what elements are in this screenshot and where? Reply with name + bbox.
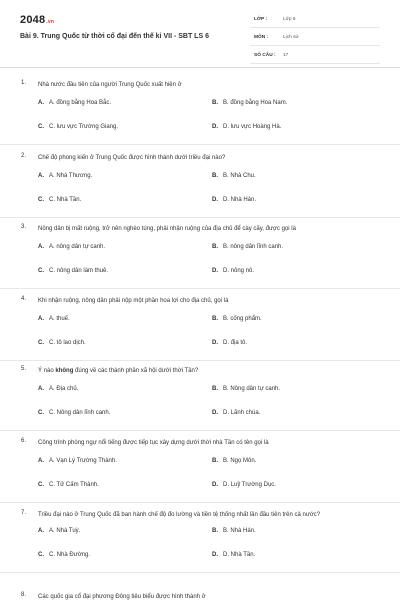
option-a[interactable]: A. A. nông dân tự canh. bbox=[38, 244, 106, 250]
question-text: Nhà nước đầu tiên của người Trung Quốc xuất hiện ở bbox=[38, 82, 182, 88]
meta-label: SỐ CÂU : bbox=[254, 53, 276, 58]
meta-value: Lớp 6 bbox=[283, 17, 296, 22]
question-text: Công trình phòng ngự nổi tiếng được tiếp tục xây dựng dưới thời nhà Tần có tên gọi là bbox=[38, 440, 269, 446]
option-a[interactable]: A. A. Nhà Thương. bbox=[38, 173, 93, 179]
question-text: Khi nhận ruộng, nông dân phải nộp một phần hoa lợi cho địa chủ, gọi là bbox=[38, 298, 229, 304]
meta-label: LỚP : bbox=[254, 17, 268, 22]
option-c[interactable]: C. C. Nhà Tần. bbox=[38, 197, 82, 203]
question-number: 4. bbox=[21, 296, 27, 302]
option-list bbox=[0, 98, 400, 144]
question-text: Nông dân bị mất ruộng, trở nên nghèo túng, phải nhận ruộng của địa chủ để cày cấy, được gọi là bbox=[38, 226, 296, 232]
option-list bbox=[0, 171, 400, 217]
question-divider bbox=[0, 502, 400, 503]
option-d[interactable]: D. D. Nhà Hán. bbox=[212, 197, 257, 203]
meta-value: Lịch sử bbox=[283, 35, 299, 40]
option-b[interactable]: B. B. Nhà Chu. bbox=[212, 173, 256, 179]
question-text: Triều đại nào ở Trung Quốc đã ban hành chế độ đo lường và tiền tệ thống nhất lần đầu tiên trên cả nước? bbox=[38, 512, 321, 518]
question-2 bbox=[0, 153, 400, 226]
question-3 bbox=[0, 224, 400, 297]
option-c[interactable]: C. C. lưu vực Trường Giang. bbox=[38, 124, 119, 130]
option-list bbox=[0, 526, 400, 572]
option-b[interactable]: B. B. Ngọ Môn. bbox=[212, 458, 257, 464]
question-number: 1. bbox=[21, 80, 27, 86]
question-divider bbox=[0, 430, 400, 431]
question-text: Các quốc gia cổ đại phương Đông tiêu biểu được hình thành ở bbox=[38, 594, 206, 600]
question-4 bbox=[0, 296, 400, 369]
question-stem bbox=[0, 296, 400, 306]
site-logo[interactable]: 2048.vn bbox=[20, 14, 55, 26]
option-d[interactable]: D. D. Luỹ Trường Dục. bbox=[212, 482, 276, 488]
question-1 bbox=[0, 80, 400, 153]
meta-value: 17 bbox=[283, 53, 289, 58]
meta-row-subject bbox=[250, 32, 380, 46]
option-list bbox=[0, 456, 400, 502]
question-stem bbox=[0, 366, 400, 376]
option-d[interactable]: D. D. địa tô. bbox=[212, 340, 248, 346]
option-a[interactable]: A. A. thuế. bbox=[38, 316, 70, 322]
question-stem bbox=[0, 224, 400, 234]
question-8 bbox=[0, 592, 400, 600]
option-d[interactable]: D. D. Nhà Tần. bbox=[212, 552, 256, 558]
question-divider bbox=[0, 572, 400, 573]
option-b[interactable]: B. B. Nhà Hán. bbox=[212, 528, 256, 534]
page-title: Bài 9. Trung Quốc từ thời cổ đại đến thế kỉ VII - SBT LS 6 bbox=[20, 33, 209, 40]
option-a[interactable]: A. A. Nhà Tuỳ. bbox=[38, 528, 81, 534]
option-d[interactable]: D. D. nông nô. bbox=[212, 268, 255, 274]
question-divider bbox=[0, 217, 400, 218]
option-c[interactable]: C. C. Tử Cấm Thành. bbox=[38, 482, 99, 488]
question-5 bbox=[0, 366, 400, 439]
option-list bbox=[0, 314, 400, 360]
option-b[interactable]: B. B. cống phẩm. bbox=[212, 316, 262, 322]
question-divider bbox=[0, 360, 400, 361]
question-6 bbox=[0, 438, 400, 511]
question-number: 5. bbox=[21, 366, 27, 372]
question-divider bbox=[0, 144, 400, 145]
option-c[interactable]: C. C. tô lao dịch. bbox=[38, 340, 86, 346]
question-divider bbox=[0, 288, 400, 289]
option-d[interactable]: D. D. lưu vực Hoàng Hà. bbox=[212, 124, 282, 130]
option-c[interactable]: C. C. Nông dân lĩnh canh. bbox=[38, 410, 111, 416]
option-b[interactable]: B. B. nông dân lĩnh canh. bbox=[212, 244, 284, 250]
question-number: 7. bbox=[21, 510, 27, 516]
question-stem bbox=[0, 153, 400, 163]
question-stem bbox=[0, 80, 400, 90]
meta-row-count bbox=[250, 50, 380, 64]
question-number: 6. bbox=[21, 438, 27, 444]
exam-meta bbox=[250, 14, 380, 68]
option-c[interactable]: C. C. nông dân làm thuê. bbox=[38, 268, 109, 274]
option-a[interactable]: A. A. đồng bằng Hoa Bắc. bbox=[38, 100, 112, 106]
header-divider bbox=[0, 67, 400, 68]
option-a[interactable]: A. A. Vạn Lý Trường Thành. bbox=[38, 458, 117, 464]
meta-row-class bbox=[250, 14, 380, 28]
option-d[interactable]: D. D. Lãnh chúa. bbox=[212, 410, 261, 416]
option-b[interactable]: B. B. đồng bằng Hoa Nam. bbox=[212, 100, 288, 106]
option-a[interactable]: A. A. Địa chủ. bbox=[38, 386, 79, 392]
question-7 bbox=[0, 510, 400, 579]
option-list bbox=[0, 384, 400, 430]
question-number: 2. bbox=[21, 153, 27, 159]
meta-label: MÔN : bbox=[254, 35, 269, 40]
question-number: 3. bbox=[21, 224, 27, 230]
question-text: Ý nào không đúng về các thành phần xã hội dưới thời Tần? bbox=[38, 368, 199, 374]
question-stem bbox=[0, 438, 400, 448]
option-c[interactable]: C. C. Nhà Đường. bbox=[38, 552, 90, 558]
option-b[interactable]: B. B. Nông dân tự canh. bbox=[212, 386, 281, 392]
question-stem bbox=[0, 592, 400, 600]
page-header bbox=[0, 0, 400, 68]
emphasis-not: không bbox=[55, 368, 74, 374]
question-number: 8. bbox=[21, 592, 27, 598]
option-list bbox=[0, 242, 400, 288]
question-stem bbox=[0, 510, 400, 520]
question-text: Chế độ phong kiến ở Trung Quốc được hình thành dưới triều đại nào? bbox=[38, 155, 226, 161]
